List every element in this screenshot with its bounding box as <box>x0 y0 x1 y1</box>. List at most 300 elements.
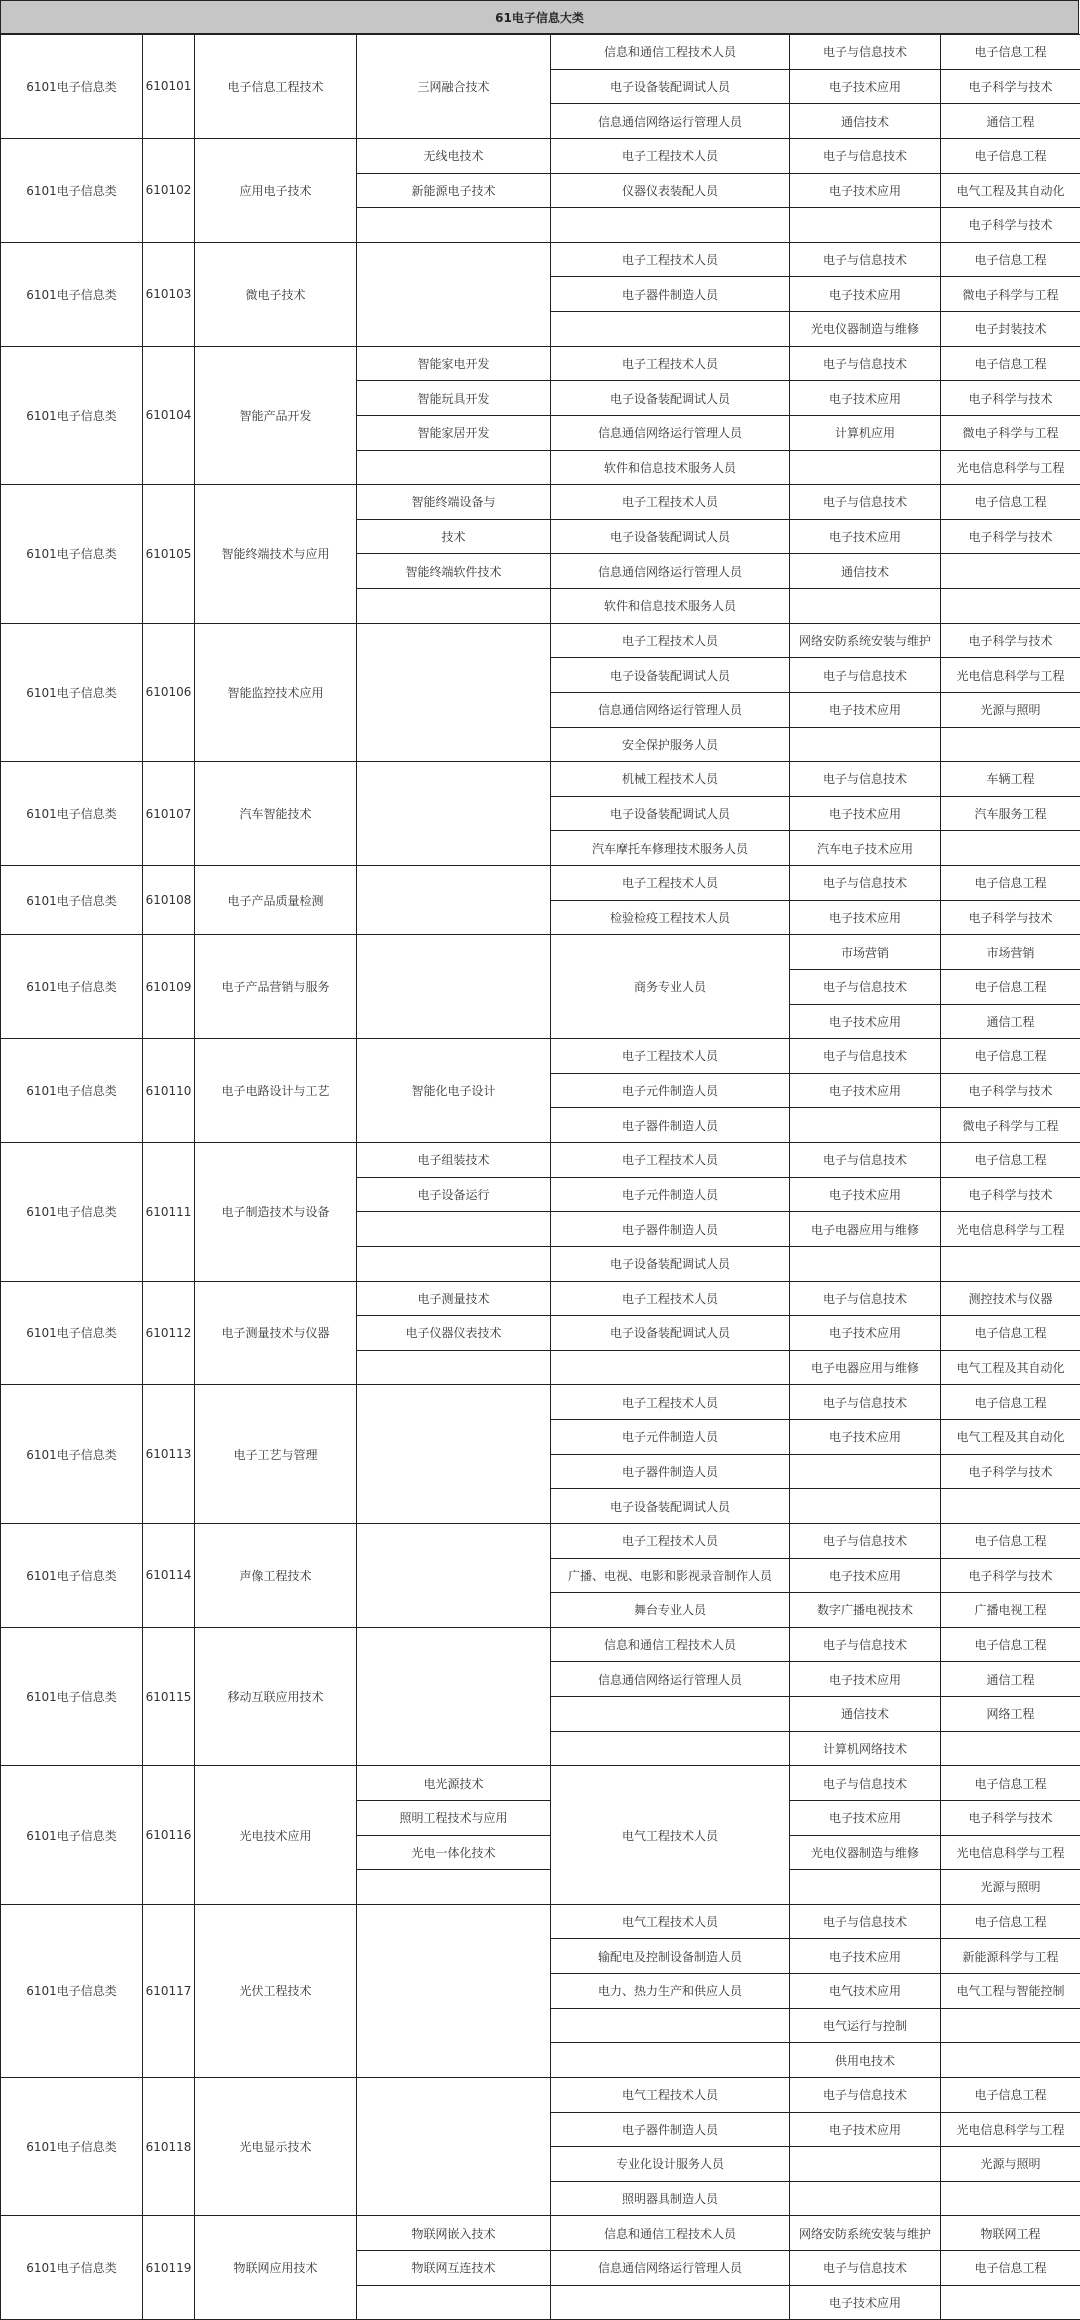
university-major-cell[interactable]: 电子信息工程 <box>941 2077 1080 2112</box>
qualification-cell[interactable]: 电子技术应用 <box>790 381 941 416</box>
qualification-cell[interactable]: 汽车电子技术应用 <box>790 831 941 866</box>
university-major-cell[interactable] <box>941 1489 1080 1524</box>
university-major-cell[interactable]: 电气工程及其自动化 <box>941 1420 1080 1455</box>
major-name-cell[interactable]: 电子产品质量检测 <box>195 866 357 935</box>
major-name-cell[interactable]: 汽车智能技术 <box>195 762 357 866</box>
qualification-cell[interactable] <box>790 1246 941 1281</box>
job-cell[interactable]: 信息通信网络运行管理人员 <box>551 104 790 139</box>
direction-cell[interactable]: 智能终端软件技术 <box>357 554 551 589</box>
major-code-cell[interactable]: 610106 <box>143 623 195 762</box>
job-cell[interactable]: 仪器仪表装配人员 <box>551 173 790 208</box>
direction-cell[interactable] <box>357 1904 551 2077</box>
university-major-cell[interactable]: 电子信息工程 <box>941 866 1080 901</box>
university-major-cell[interactable] <box>941 831 1080 866</box>
major-code-cell[interactable]: 610110 <box>143 1039 195 1143</box>
job-cell[interactable] <box>551 2043 790 2078</box>
job-cell[interactable]: 信息通信网络运行管理人员 <box>551 692 790 727</box>
direction-cell[interactable]: 智能化电子设计 <box>357 1039 551 1143</box>
university-major-cell[interactable]: 汽车服务工程 <box>941 796 1080 831</box>
direction-cell[interactable]: 电子仪器仪表技术 <box>357 1316 551 1351</box>
university-major-cell[interactable]: 电子信息工程 <box>941 1143 1080 1178</box>
category-cell[interactable]: 6101电子信息类 <box>1 1039 143 1143</box>
university-major-cell[interactable] <box>941 727 1080 762</box>
major-name-cell[interactable]: 电子电路设计与工艺 <box>195 1039 357 1143</box>
university-major-cell[interactable]: 电子科学与技术 <box>941 69 1080 104</box>
qualification-cell[interactable]: 计算机网络技术 <box>790 1731 941 1766</box>
job-cell[interactable]: 电子工程技术人员 <box>551 1523 790 1558</box>
university-major-cell[interactable]: 电子科学与技术 <box>941 1800 1080 1835</box>
direction-cell[interactable]: 技术 <box>357 519 551 554</box>
category-cell[interactable]: 6101电子信息类 <box>1 2077 143 2216</box>
job-cell[interactable]: 信息通信网络运行管理人员 <box>551 415 790 450</box>
job-cell[interactable]: 信息通信网络运行管理人员 <box>551 1662 790 1697</box>
qualification-cell[interactable]: 电子与信息技术 <box>790 866 941 901</box>
university-major-cell[interactable]: 光源与照明 <box>941 692 1080 727</box>
job-cell[interactable]: 电子设备装配调试人员 <box>551 1246 790 1281</box>
qualification-cell[interactable]: 电子与信息技术 <box>790 658 941 693</box>
qualification-cell[interactable] <box>790 1454 941 1489</box>
category-cell[interactable]: 6101电子信息类 <box>1 1385 143 1524</box>
job-cell[interactable]: 检验检疫工程技术人员 <box>551 900 790 935</box>
university-major-cell[interactable]: 电子科学与技术 <box>941 900 1080 935</box>
major-name-cell[interactable]: 智能产品开发 <box>195 346 357 485</box>
university-major-cell[interactable]: 电子信息工程 <box>941 138 1080 173</box>
category-cell[interactable]: 6101电子信息类 <box>1 1143 143 1282</box>
job-cell[interactable]: 电子工程技术人员 <box>551 346 790 381</box>
qualification-cell[interactable]: 电子与信息技术 <box>790 485 941 520</box>
qualification-cell[interactable]: 电气运行与控制 <box>790 2008 941 2043</box>
job-cell[interactable]: 电子元件制造人员 <box>551 1073 790 1108</box>
major-name-cell[interactable]: 光伏工程技术 <box>195 1904 357 2077</box>
job-cell[interactable]: 电子设备装配调试人员 <box>551 1316 790 1351</box>
university-major-cell[interactable]: 光电信息科学与工程 <box>941 658 1080 693</box>
qualification-cell[interactable]: 电子技术应用 <box>790 2112 941 2147</box>
qualification-cell[interactable] <box>790 450 941 485</box>
university-major-cell[interactable]: 网络工程 <box>941 1697 1080 1732</box>
university-major-cell[interactable]: 光电信息科学与工程 <box>941 1212 1080 1247</box>
job-cell[interactable]: 电子工程技术人员 <box>551 1385 790 1420</box>
university-major-cell[interactable] <box>941 554 1080 589</box>
university-major-cell[interactable]: 微电子科学与工程 <box>941 1108 1080 1143</box>
direction-cell[interactable] <box>357 1870 551 1905</box>
qualification-cell[interactable] <box>790 1108 941 1143</box>
direction-cell[interactable] <box>357 589 551 624</box>
qualification-cell[interactable]: 电子与信息技术 <box>790 969 941 1004</box>
direction-cell[interactable]: 电子设备运行 <box>357 1177 551 1212</box>
job-cell[interactable]: 信息和通信工程技术人员 <box>551 35 790 70</box>
direction-cell[interactable] <box>357 762 551 866</box>
university-major-cell[interactable]: 电子科学与技术 <box>941 1454 1080 1489</box>
job-cell[interactable]: 信息和通信工程技术人员 <box>551 2216 790 2251</box>
major-code-cell[interactable]: 610118 <box>143 2077 195 2216</box>
qualification-cell[interactable]: 电子与信息技术 <box>790 2251 941 2286</box>
job-cell[interactable] <box>551 1697 790 1732</box>
job-cell[interactable]: 汽车摩托车修理技术服务人员 <box>551 831 790 866</box>
job-cell[interactable] <box>551 208 790 243</box>
table-row <box>1 1281 1080 1316</box>
qualification-cell[interactable]: 电子与信息技术 <box>790 2077 941 2112</box>
table-row <box>1 1766 1080 1801</box>
major-code-cell[interactable]: 610105 <box>143 485 195 624</box>
category-cell[interactable]: 6101电子信息类 <box>1 2216 143 2320</box>
direction-cell[interactable]: 光电一体化技术 <box>357 1835 551 1870</box>
category-cell[interactable]: 6101电子信息类 <box>1 623 143 762</box>
job-cell[interactable]: 电子工程技术人员 <box>551 485 790 520</box>
qualification-cell[interactable]: 电子与信息技术 <box>790 1385 941 1420</box>
qualification-cell[interactable] <box>790 1870 941 1905</box>
qualification-cell[interactable] <box>790 727 941 762</box>
qualification-cell[interactable]: 电子与信息技术 <box>790 1766 941 1801</box>
university-major-cell[interactable]: 电子信息工程 <box>941 1316 1080 1351</box>
major-code-cell[interactable]: 610104 <box>143 346 195 485</box>
job-cell[interactable]: 电子工程技术人员 <box>551 1281 790 1316</box>
direction-cell[interactable]: 智能家电开发 <box>357 346 551 381</box>
major-code-cell[interactable]: 610116 <box>143 1766 195 1905</box>
university-major-cell[interactable]: 通信工程 <box>941 1662 1080 1697</box>
table-row <box>1 1523 1080 1558</box>
qualification-cell[interactable]: 供用电技术 <box>790 2043 941 2078</box>
job-cell[interactable]: 电子元件制造人员 <box>551 1177 790 1212</box>
university-major-cell[interactable]: 电子科学与技术 <box>941 208 1080 243</box>
major-code-cell[interactable]: 610107 <box>143 762 195 866</box>
qualification-cell[interactable]: 电子与信息技术 <box>790 1904 941 1939</box>
job-cell[interactable]: 电子设备装配调试人员 <box>551 519 790 554</box>
qualification-cell[interactable] <box>790 208 941 243</box>
qualification-cell[interactable]: 光电仪器制造与维修 <box>790 312 941 347</box>
university-major-cell[interactable]: 电子信息工程 <box>941 35 1080 70</box>
job-cell[interactable]: 电子器件制造人员 <box>551 1108 790 1143</box>
job-cell[interactable]: 软件和信息技术服务人员 <box>551 589 790 624</box>
job-cell[interactable]: 舞台专业人员 <box>551 1593 790 1628</box>
direction-cell[interactable] <box>357 1350 551 1385</box>
job-cell[interactable]: 输配电及控制设备制造人员 <box>551 1939 790 1974</box>
job-cell[interactable]: 电子工程技术人员 <box>551 623 790 658</box>
qualification-cell[interactable]: 电子技术应用 <box>790 1558 941 1593</box>
job-cell[interactable]: 商务专业人员 <box>551 935 790 1039</box>
university-major-cell[interactable]: 物联网工程 <box>941 2216 1080 2251</box>
direction-cell[interactable] <box>357 242 551 346</box>
university-major-cell[interactable]: 市场营销 <box>941 935 1080 970</box>
major-name-cell[interactable]: 移动互联应用技术 <box>195 1627 357 1766</box>
qualification-cell[interactable]: 电子技术应用 <box>790 1939 941 1974</box>
category-cell[interactable]: 6101电子信息类 <box>1 866 143 935</box>
job-cell[interactable]: 电子工程技术人员 <box>551 138 790 173</box>
university-major-cell[interactable]: 电子科学与技术 <box>941 519 1080 554</box>
qualification-cell[interactable]: 电子技术应用 <box>790 2285 941 2320</box>
direction-cell[interactable]: 智能家居开发 <box>357 415 551 450</box>
major-code-cell[interactable]: 610103 <box>143 242 195 346</box>
university-major-cell[interactable]: 电子信息工程 <box>941 485 1080 520</box>
qualification-cell[interactable]: 电子与信息技术 <box>790 138 941 173</box>
job-cell[interactable]: 电子工程技术人员 <box>551 1039 790 1074</box>
university-major-cell[interactable]: 电子信息工程 <box>941 1904 1080 1939</box>
university-major-cell[interactable]: 光源与照明 <box>941 2147 1080 2182</box>
direction-cell[interactable]: 电子组装技术 <box>357 1143 551 1178</box>
university-major-cell[interactable] <box>941 2181 1080 2216</box>
direction-cell[interactable]: 照明工程技术与应用 <box>357 1800 551 1835</box>
university-major-cell[interactable]: 电子信息工程 <box>941 346 1080 381</box>
university-major-cell[interactable]: 通信工程 <box>941 1004 1080 1039</box>
job-cell[interactable]: 电子设备装配调试人员 <box>551 658 790 693</box>
qualification-cell[interactable]: 通信技术 <box>790 104 941 139</box>
university-major-cell[interactable]: 电子科学与技术 <box>941 623 1080 658</box>
qualification-cell[interactable]: 电子与信息技术 <box>790 1039 941 1074</box>
major-code-cell[interactable]: 610117 <box>143 1904 195 2077</box>
direction-cell[interactable] <box>357 1246 551 1281</box>
university-major-cell[interactable]: 电子信息工程 <box>941 2251 1080 2286</box>
qualification-cell[interactable] <box>790 2181 941 2216</box>
direction-cell[interactable] <box>357 623 551 762</box>
direction-cell[interactable]: 电光源技术 <box>357 1766 551 1801</box>
category-cell[interactable]: 6101电子信息类 <box>1 1523 143 1627</box>
job-cell[interactable]: 专业化设计服务人员 <box>551 2147 790 2182</box>
university-major-cell[interactable]: 电子信息工程 <box>941 1523 1080 1558</box>
qualification-cell[interactable]: 电子技术应用 <box>790 277 941 312</box>
table-row <box>1 866 1080 901</box>
job-cell[interactable]: 照明器具制造人员 <box>551 2181 790 2216</box>
category-cell[interactable]: 6101电子信息类 <box>1 935 143 1039</box>
direction-cell[interactable] <box>357 2285 551 2320</box>
qualification-cell[interactable]: 电子技术应用 <box>790 796 941 831</box>
major-code-cell[interactable]: 610113 <box>143 1385 195 1524</box>
job-cell[interactable]: 电气工程技术人员 <box>551 1904 790 1939</box>
job-cell[interactable]: 电子工程技术人员 <box>551 866 790 901</box>
direction-cell[interactable] <box>357 1627 551 1766</box>
major-code-cell[interactable]: 610112 <box>143 1281 195 1385</box>
direction-cell[interactable]: 智能玩具开发 <box>357 381 551 416</box>
university-major-cell[interactable]: 电子信息工程 <box>941 1385 1080 1420</box>
major-code-cell[interactable]: 610108 <box>143 866 195 935</box>
university-major-cell[interactable]: 光电信息科学与工程 <box>941 2112 1080 2147</box>
university-major-cell[interactable]: 电子信息工程 <box>941 242 1080 277</box>
university-major-cell[interactable]: 电子信息工程 <box>941 1766 1080 1801</box>
major-name-cell[interactable]: 物联网应用技术 <box>195 2216 357 2320</box>
university-major-cell[interactable]: 车辆工程 <box>941 762 1080 797</box>
university-major-cell[interactable]: 电气工程及其自动化 <box>941 1350 1080 1385</box>
category-cell[interactable]: 6101电子信息类 <box>1 346 143 485</box>
major-name-cell[interactable]: 智能终端技术与应用 <box>195 485 357 624</box>
direction-cell[interactable] <box>357 866 551 935</box>
university-major-cell[interactable]: 电子封装技术 <box>941 312 1080 347</box>
university-major-cell[interactable] <box>941 2043 1080 2078</box>
university-major-cell[interactable]: 测控技术与仪器 <box>941 1281 1080 1316</box>
job-cell[interactable]: 电子元件制造人员 <box>551 1420 790 1455</box>
qualification-cell[interactable]: 光电仪器制造与维修 <box>790 1835 941 1870</box>
qualification-cell[interactable]: 电子电器应用与维修 <box>790 1350 941 1385</box>
job-cell[interactable]: 信息通信网络运行管理人员 <box>551 554 790 589</box>
direction-cell[interactable] <box>357 1385 551 1524</box>
job-cell[interactable] <box>551 2285 790 2320</box>
university-major-cell[interactable]: 电子科学与技术 <box>941 1558 1080 1593</box>
university-major-cell[interactable]: 电子科学与技术 <box>941 1073 1080 1108</box>
qualification-cell[interactable] <box>790 1489 941 1524</box>
qualification-cell[interactable]: 电子与信息技术 <box>790 1627 941 1662</box>
qualification-cell[interactable]: 电子与信息技术 <box>790 1523 941 1558</box>
major-code-cell[interactable]: 610109 <box>143 935 195 1039</box>
qualification-cell[interactable]: 电子电器应用与维修 <box>790 1212 941 1247</box>
university-major-cell[interactable] <box>941 2285 1080 2320</box>
major-name-cell[interactable]: 光电技术应用 <box>195 1766 357 1905</box>
job-cell[interactable]: 机械工程技术人员 <box>551 762 790 797</box>
job-cell[interactable]: 电子设备装配调试人员 <box>551 381 790 416</box>
major-code-cell[interactable]: 610102 <box>143 138 195 242</box>
major-code-cell[interactable]: 610111 <box>143 1143 195 1282</box>
job-cell[interactable] <box>551 1731 790 1766</box>
university-major-cell[interactable] <box>941 589 1080 624</box>
major-code-cell[interactable]: 610115 <box>143 1627 195 1766</box>
qualification-cell[interactable]: 电子技术应用 <box>790 1662 941 1697</box>
qualification-cell[interactable]: 电子与信息技术 <box>790 242 941 277</box>
job-cell[interactable]: 电子设备装配调试人员 <box>551 69 790 104</box>
major-name-cell[interactable]: 声像工程技术 <box>195 1523 357 1627</box>
qualification-cell[interactable]: 电子技术应用 <box>790 69 941 104</box>
major-code-cell[interactable]: 610114 <box>143 1523 195 1627</box>
major-code-cell[interactable]: 610119 <box>143 2216 195 2320</box>
direction-cell[interactable]: 新能源电子技术 <box>357 173 551 208</box>
qualification-cell[interactable]: 通信技术 <box>790 554 941 589</box>
job-cell[interactable]: 电子器件制造人员 <box>551 1212 790 1247</box>
qualification-cell[interactable]: 电子技术应用 <box>790 1420 941 1455</box>
major-name-cell[interactable]: 电子工艺与管理 <box>195 1385 357 1524</box>
university-major-cell[interactable]: 新能源科学与工程 <box>941 1939 1080 1974</box>
table-row <box>1 1143 1080 1178</box>
direction-cell[interactable]: 物联网嵌入技术 <box>357 2216 551 2251</box>
university-major-cell[interactable] <box>941 2008 1080 2043</box>
direction-cell[interactable] <box>357 1523 551 1627</box>
category-cell[interactable]: 6101电子信息类 <box>1 138 143 242</box>
qualification-cell[interactable]: 电气技术应用 <box>790 1974 941 2009</box>
qualification-cell[interactable]: 电子技术应用 <box>790 1177 941 1212</box>
category-cell[interactable]: 6101电子信息类 <box>1 35 143 139</box>
direction-cell[interactable]: 智能终端设备与 <box>357 485 551 520</box>
major-name-cell[interactable]: 微电子技术 <box>195 242 357 346</box>
table-row <box>1 485 1080 520</box>
university-major-cell[interactable]: 电子科学与技术 <box>941 381 1080 416</box>
qualification-cell[interactable] <box>790 2147 941 2182</box>
university-major-cell[interactable]: 通信工程 <box>941 104 1080 139</box>
majors-table <box>0 34 1080 2320</box>
category-cell[interactable]: 6101电子信息类 <box>1 1904 143 2077</box>
direction-cell[interactable] <box>357 935 551 1039</box>
major-name-cell[interactable]: 电子产品营销与服务 <box>195 935 357 1039</box>
job-cell[interactable]: 电力、热力生产和供应人员 <box>551 1974 790 2009</box>
job-cell[interactable]: 信息通信网络运行管理人员 <box>551 2251 790 2286</box>
job-cell[interactable]: 安全保护服务人员 <box>551 727 790 762</box>
qualification-cell[interactable]: 计算机应用 <box>790 415 941 450</box>
job-cell[interactable] <box>551 312 790 347</box>
qualification-cell[interactable]: 电子技术应用 <box>790 1316 941 1351</box>
qualification-cell[interactable]: 电子技术应用 <box>790 173 941 208</box>
qualification-cell[interactable]: 电子与信息技术 <box>790 1281 941 1316</box>
major-name-cell[interactable]: 电子信息工程技术 <box>195 35 357 139</box>
major-name-cell[interactable]: 光电显示技术 <box>195 2077 357 2216</box>
university-major-cell[interactable]: 电气工程及其自动化 <box>941 173 1080 208</box>
category-cell[interactable]: 6101电子信息类 <box>1 1766 143 1905</box>
university-major-cell[interactable] <box>941 1246 1080 1281</box>
category-cell[interactable]: 6101电子信息类 <box>1 762 143 866</box>
qualification-cell[interactable]: 电子与信息技术 <box>790 1143 941 1178</box>
university-major-cell[interactable]: 光电信息科学与工程 <box>941 450 1080 485</box>
university-major-cell[interactable]: 电子信息工程 <box>941 1039 1080 1074</box>
qualification-cell[interactable]: 网络安防系统安装与维护 <box>790 623 941 658</box>
job-cell[interactable]: 电子器件制造人员 <box>551 1454 790 1489</box>
direction-cell[interactable] <box>357 1212 551 1247</box>
university-major-cell[interactable]: 微电子科学与工程 <box>941 277 1080 312</box>
table-row <box>1 1385 1080 1420</box>
job-cell[interactable] <box>551 2008 790 2043</box>
qualification-cell[interactable]: 电子技术应用 <box>790 519 941 554</box>
university-major-cell[interactable] <box>941 1731 1080 1766</box>
job-cell[interactable]: 信息和通信工程技术人员 <box>551 1627 790 1662</box>
major-name-cell[interactable]: 电子制造技术与设备 <box>195 1143 357 1282</box>
university-major-cell[interactable]: 光电信息科学与工程 <box>941 1835 1080 1870</box>
table-row <box>1 935 1080 970</box>
direction-cell[interactable]: 电子测量技术 <box>357 1281 551 1316</box>
direction-cell[interactable]: 物联网互连技术 <box>357 2251 551 2286</box>
university-major-cell[interactable]: 广播电视工程 <box>941 1593 1080 1628</box>
job-cell[interactable]: 软件和信息技术服务人员 <box>551 450 790 485</box>
qualification-cell[interactable]: 电子与信息技术 <box>790 346 941 381</box>
qualification-cell[interactable] <box>790 589 941 624</box>
qualification-cell[interactable]: 电子技术应用 <box>790 1073 941 1108</box>
header-title: 61电子信息大类 <box>495 9 584 26</box>
qualification-cell[interactable]: 电子与信息技术 <box>790 762 941 797</box>
job-cell[interactable]: 电气工程技术人员 <box>551 1766 790 1905</box>
qualification-cell[interactable]: 电子技术应用 <box>790 692 941 727</box>
qualification-cell[interactable]: 数字广播电视技术 <box>790 1593 941 1628</box>
direction-cell[interactable] <box>357 2077 551 2216</box>
major-code-cell[interactable]: 610101 <box>143 35 195 139</box>
job-cell[interactable]: 电子器件制造人员 <box>551 2112 790 2147</box>
qualification-cell[interactable]: 电子技术应用 <box>790 1800 941 1835</box>
job-cell[interactable]: 电气工程技术人员 <box>551 2077 790 2112</box>
category-cell[interactable]: 6101电子信息类 <box>1 1281 143 1385</box>
direction-cell[interactable] <box>357 450 551 485</box>
university-major-cell[interactable]: 微电子科学与工程 <box>941 415 1080 450</box>
job-cell[interactable]: 电子工程技术人员 <box>551 242 790 277</box>
job-cell[interactable]: 电子器件制造人员 <box>551 277 790 312</box>
major-name-cell[interactable]: 电子测量技术与仪器 <box>195 1281 357 1385</box>
direction-cell[interactable] <box>357 208 551 243</box>
university-major-cell[interactable]: 电子科学与技术 <box>941 1177 1080 1212</box>
major-name-cell[interactable]: 应用电子技术 <box>195 138 357 242</box>
category-cell[interactable]: 6101电子信息类 <box>1 485 143 624</box>
qualification-cell[interactable]: 电子与信息技术 <box>790 35 941 70</box>
job-cell[interactable]: 电子设备装配调试人员 <box>551 796 790 831</box>
job-cell[interactable]: 电子工程技术人员 <box>551 1143 790 1178</box>
sheet-header <box>0 0 1079 34</box>
category-cell[interactable]: 6101电子信息类 <box>1 242 143 346</box>
direction-cell[interactable]: 无线电技术 <box>357 138 551 173</box>
qualification-cell[interactable]: 电子技术应用 <box>790 900 941 935</box>
category-cell[interactable]: 6101电子信息类 <box>1 1627 143 1766</box>
qualification-cell[interactable]: 电子技术应用 <box>790 1004 941 1039</box>
job-cell[interactable]: 电子设备装配调试人员 <box>551 1489 790 1524</box>
qualification-cell[interactable]: 通信技术 <box>790 1697 941 1732</box>
major-name-cell[interactable]: 智能监控技术应用 <box>195 623 357 762</box>
university-major-cell[interactable]: 电子信息工程 <box>941 969 1080 1004</box>
job-cell[interactable] <box>551 1350 790 1385</box>
university-major-cell[interactable]: 电气工程与智能控制 <box>941 1974 1080 2009</box>
university-major-cell[interactable]: 光源与照明 <box>941 1870 1080 1905</box>
university-major-cell[interactable]: 电子信息工程 <box>941 1627 1080 1662</box>
job-cell[interactable]: 广播、电视、电影和影视录音制作人员 <box>551 1558 790 1593</box>
table-row <box>1 2077 1080 2112</box>
qualification-cell[interactable]: 市场营销 <box>790 935 941 970</box>
table-row <box>1 346 1080 381</box>
qualification-cell[interactable]: 网络安防系统安装与维护 <box>790 2216 941 2251</box>
direction-cell[interactable]: 三网融合技术 <box>357 35 551 139</box>
